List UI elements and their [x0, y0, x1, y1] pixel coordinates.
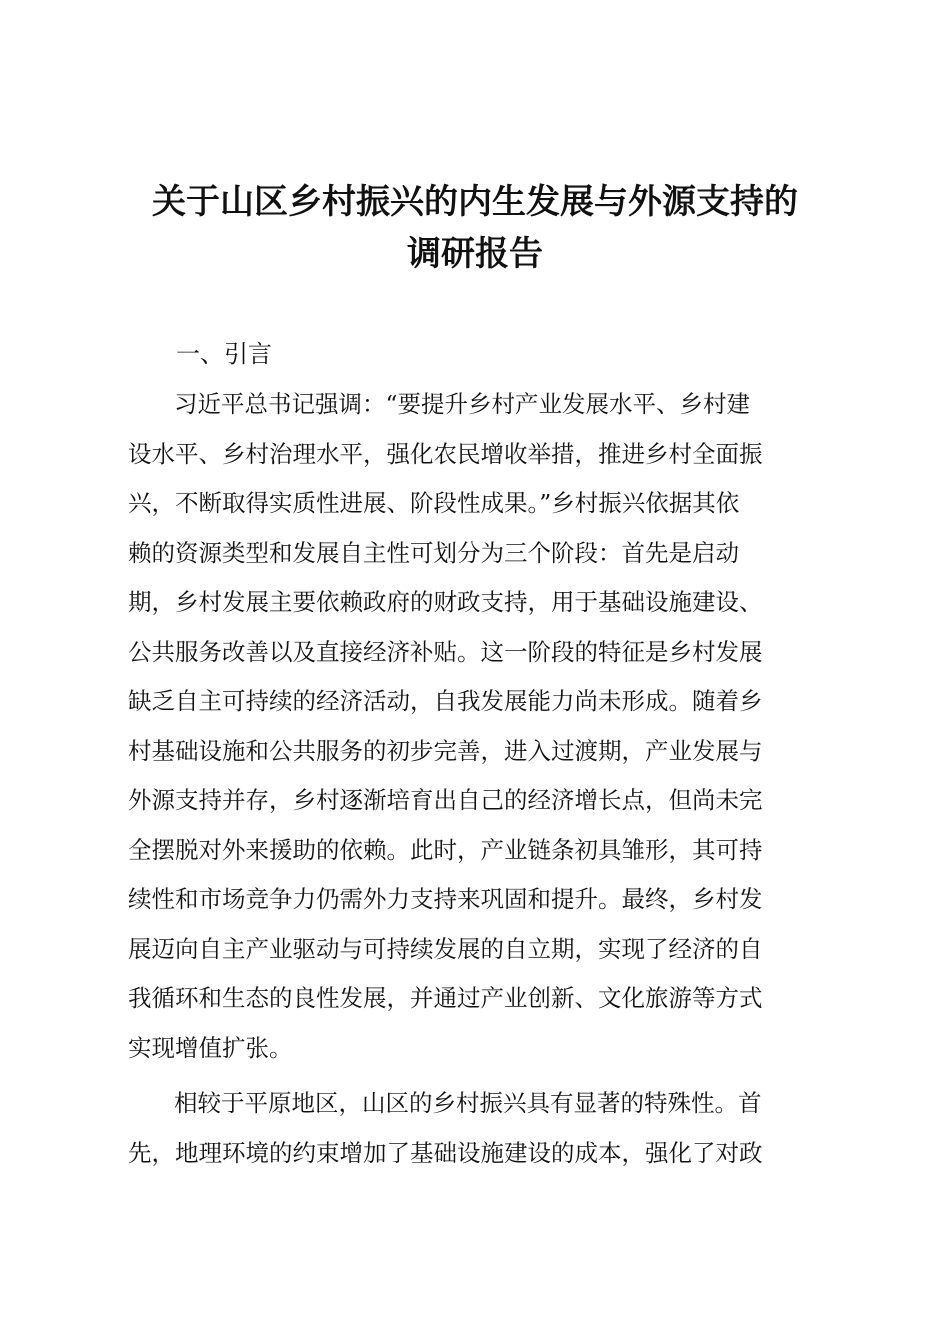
- paragraph-line: 实现增值扩张。: [128, 1033, 293, 1062]
- paragraph-line: 村基础设施和公共服务的初步完善，进入过渡期，产业发展与: [128, 736, 763, 765]
- paragraph-line: 期，乡村发展主要依赖政府的财政支持，用于基础设施建设、: [128, 588, 763, 616]
- paragraph-line: 续性和市场竞争力仍需外力支持来巩固和提升。最终，乡村发: [128, 885, 763, 913]
- paragraph-line: 公共服务改善以及直接经济补贴。这一阶段的特征是乡村发展: [128, 637, 763, 666]
- paragraph-line: 赖的资源类型和发展自主性可划分为三个阶段：首先是启动: [128, 538, 739, 567]
- title-line-2: 调研报告: [407, 234, 543, 274]
- paragraph-line: 缺乏自主可持续的经济活动，自我发展能力尚未形成。随着乡: [128, 687, 763, 715]
- section-heading-introduction: 一、引言: [176, 340, 272, 368]
- paragraph-line: 全摆脱对外来援助的依赖。此时，产业链条初具雏形，其可持: [128, 835, 763, 864]
- paragraph-line: 相较于平原地区，山区的乡村振兴具有显著的特殊性。首: [174, 1089, 762, 1117]
- paragraph-line: 设水平、乡村治理水平，强化农民增收举措，推进乡村全面振: [128, 439, 763, 468]
- document-title: [120, 176, 830, 280]
- paragraph-line: 展迈向自主产业驱动与可持续发展的自立期，实现了经济的自: [128, 934, 763, 963]
- paragraph-1: [128, 380, 828, 1073]
- title-line-1: 关于山区乡村振兴的内生发展与外源支持的: [152, 182, 798, 222]
- paragraph-line: 外源支持并存，乡村逐渐培育出自己的经济增长点，但尚未完: [128, 786, 763, 814]
- paragraph-line: 兴，不断取得实质性进展、阶段性成果。”乡村振兴依据其依: [128, 489, 740, 517]
- paragraph-line: 习近平总书记强调：“要提升乡村产业发展水平、乡村建: [174, 390, 751, 418]
- paragraph-2: [128, 1079, 828, 1178]
- paragraph-line: 先，地理环境的约束增加了基础设施建设的成本，强化了对政: [128, 1138, 763, 1167]
- paragraph-line: 我循环和生态的良性发展，并通过产业创新、文化旅游等方式: [128, 984, 763, 1012]
